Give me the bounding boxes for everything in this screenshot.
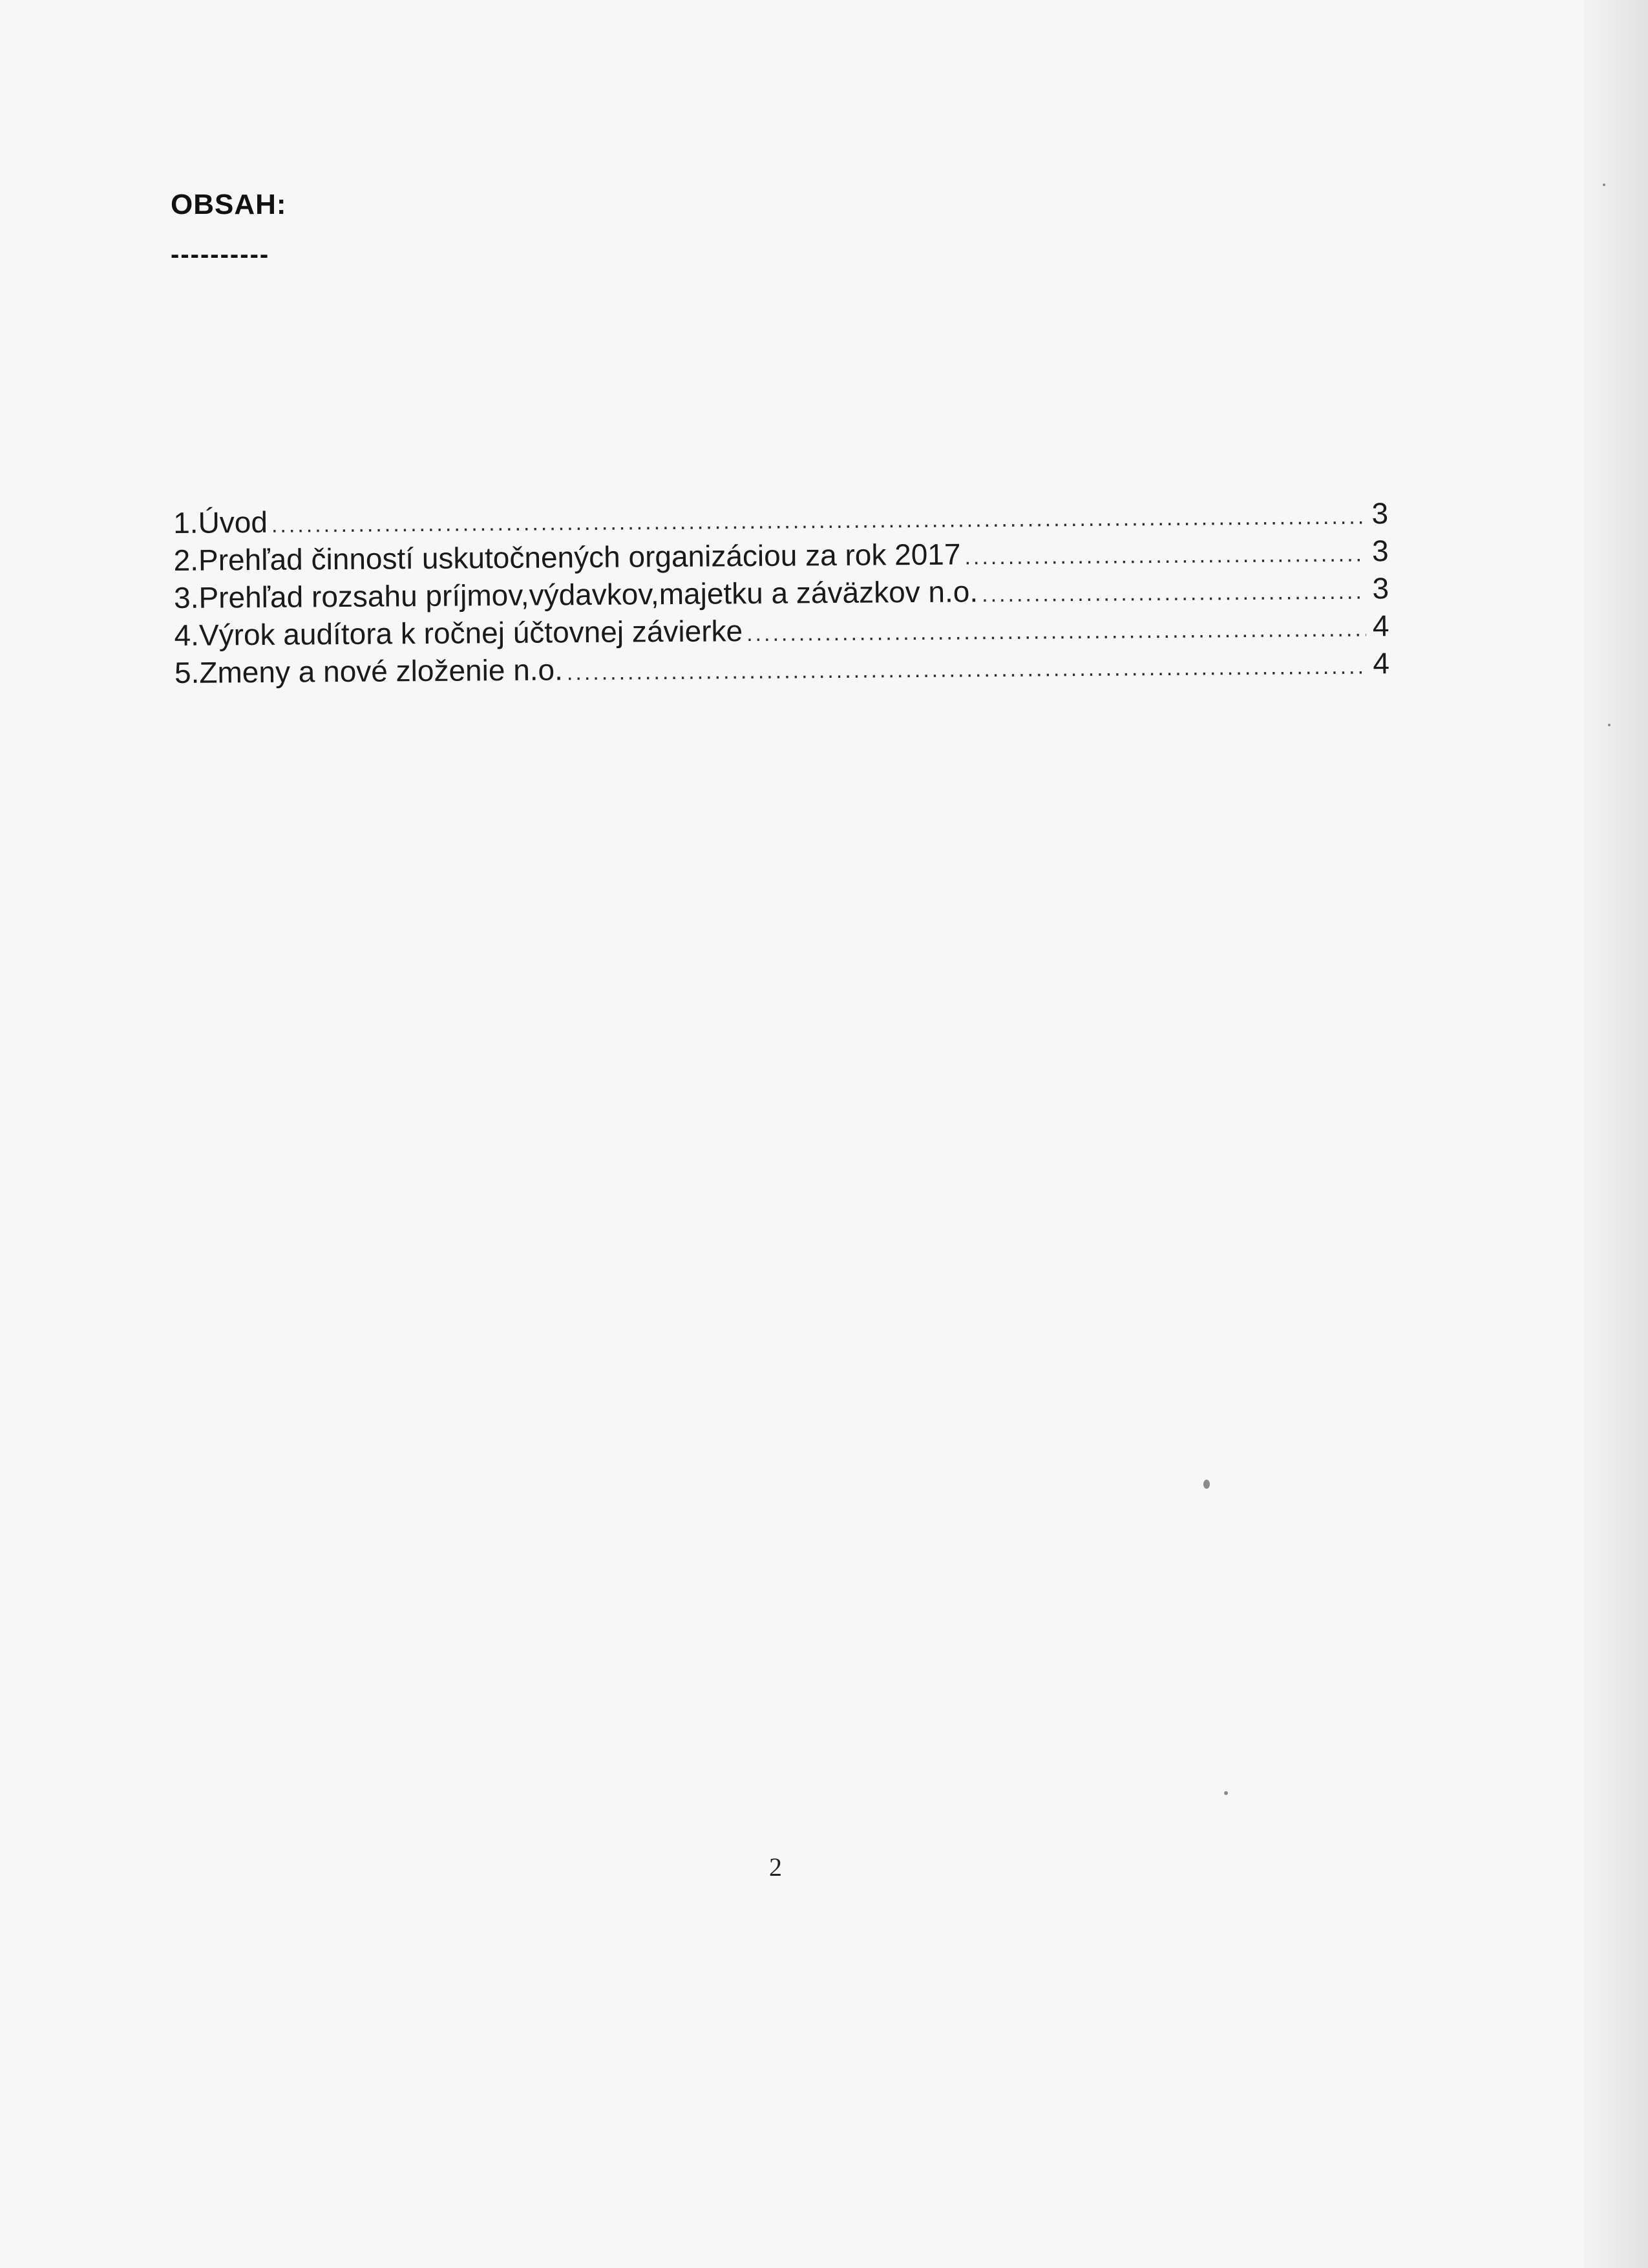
contents-heading: OBSAH: (171, 189, 287, 220)
toc-entry-title: 5.Zmeny a nové zloženie n.o. (174, 653, 564, 689)
toc-dot-leader (982, 580, 1366, 608)
toc-entry-title: 3.Prehľad rozsahu príjmov,výdavkov,majetku a záväzkov n.o. (173, 574, 978, 614)
toc-dot-leader (271, 505, 1366, 538)
toc-entry-page: 4 (1373, 646, 1390, 680)
toc-entry-title: 4.Výrok audítora k ročnej účtovnej závierke (174, 614, 743, 652)
toc-dot-leader (567, 655, 1366, 686)
heading-underline: ---------- (171, 240, 270, 269)
toc-entry-page: 3 (1371, 534, 1389, 568)
scan-speck (1603, 184, 1605, 186)
toc-dot-leader (746, 617, 1366, 647)
toc-entry-page: 3 (1372, 571, 1389, 605)
scan-speck (1224, 1791, 1228, 1795)
toc-entry-page: 4 (1372, 609, 1389, 643)
page-number: 2 (769, 1853, 782, 1882)
toc-dot-leader (964, 542, 1365, 571)
scan-speck (1203, 1480, 1210, 1489)
scan-edge-shadow (1583, 0, 1648, 2268)
toc-entry-title: 1.Úvod (173, 505, 268, 540)
table-of-contents (173, 496, 1389, 693)
toc-entry-title: 2.Prehľad činností uskutočnených organizáciou za rok 2017 (173, 537, 961, 577)
scan-speck (1608, 724, 1611, 726)
toc-entry-page: 3 (1371, 496, 1389, 530)
